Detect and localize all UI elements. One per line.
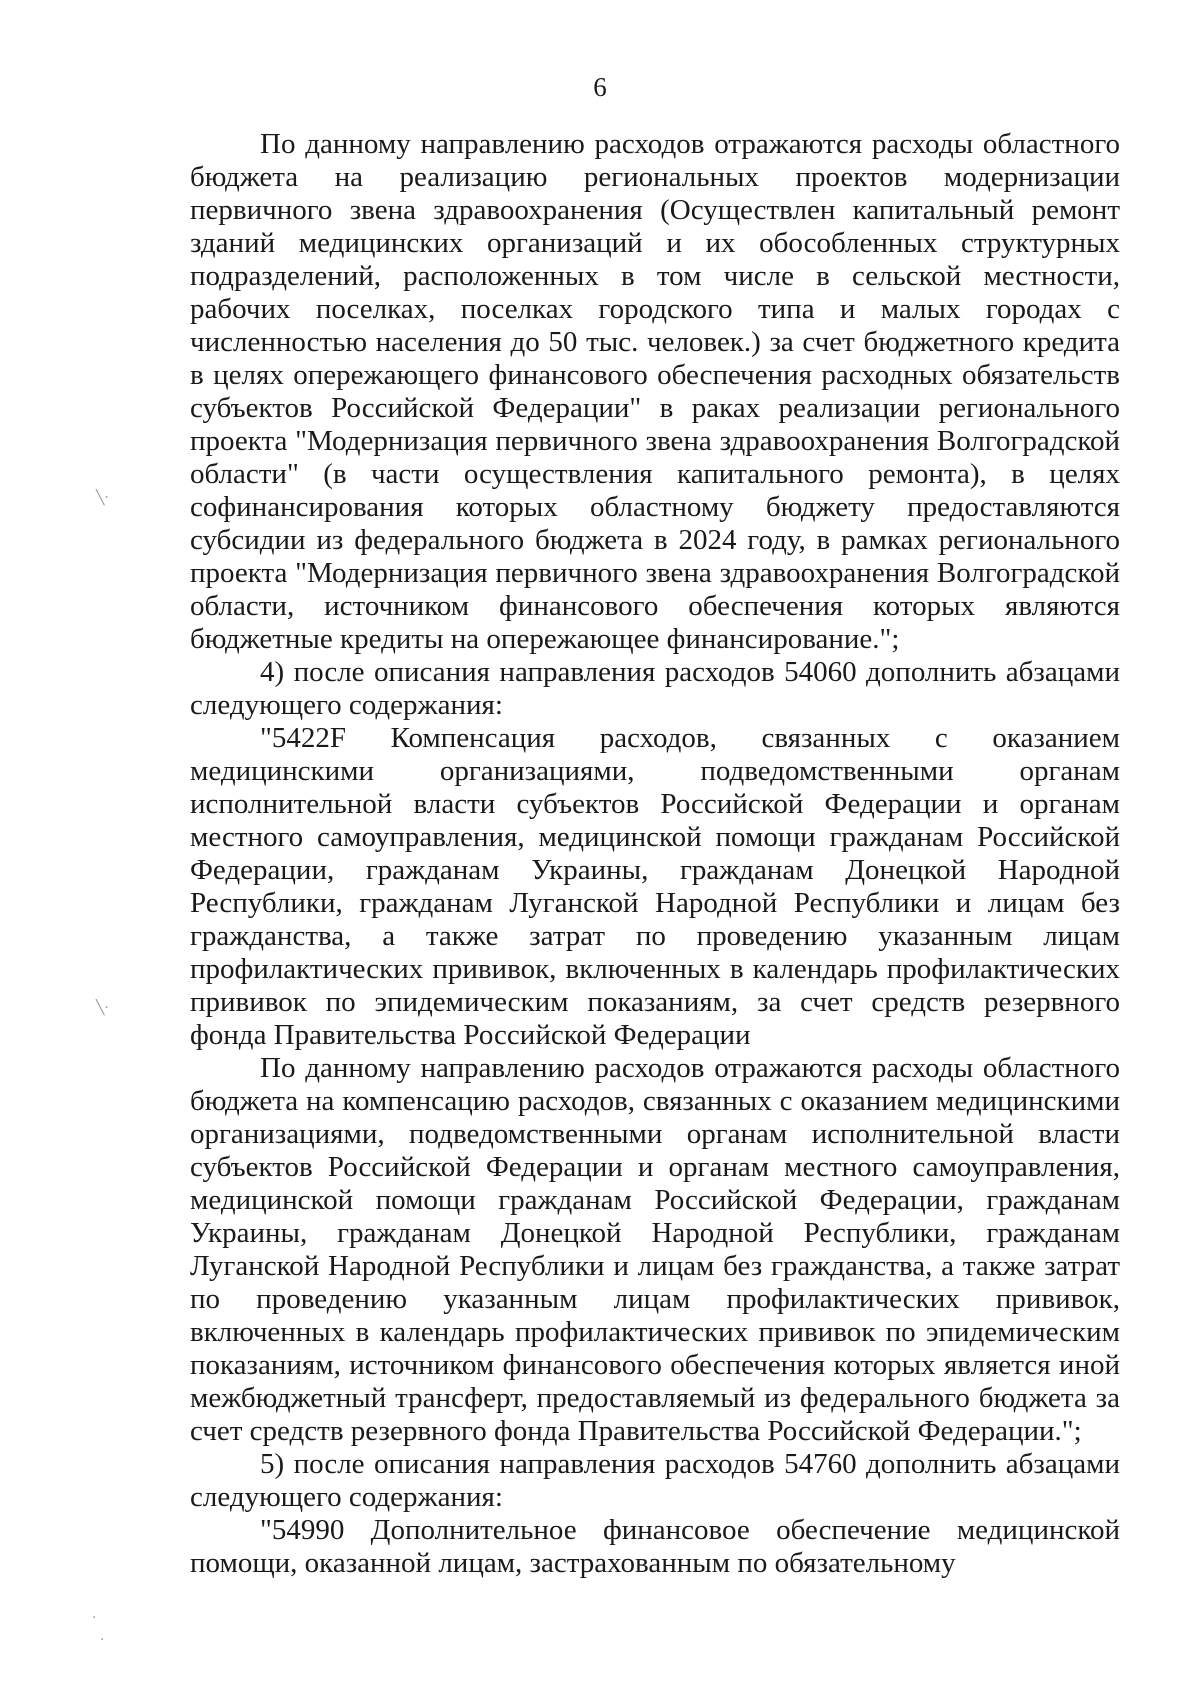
paragraph-code-54990: "54990 Дополнительное финансовое обеспечение медицинской помощи, оказанной лицам, застрахованным по обязательному — [190, 1514, 1120, 1579]
paragraph-code-5422F: "5422F Компенсация расходов, связанных с оказанием медицинскими организациями, подведомственными органам исполнительной власти субъектов Российской Федерации и органам местного самоуправления, медицинской помощи гражданам Российской Федерации, гражданам Украины, гражданам Донецкой Народной Республики, гражданам Луганской Народной Республики и лицам без гражданства, а также затрат по проведению указанным лицам профилактических прививок, включенных в календарь профилактических прививок по эпидемическим показаниям, за счет средств резервного фонда Правительства Российской Федерации — [190, 722, 1120, 1051]
paragraph-item-4-intro: 4) после описания направления расходов 54060 дополнить абзацами следующего содержания: — [190, 656, 1120, 721]
scan-mark: ╲· — [96, 1000, 109, 1016]
paragraph-item-5-intro: 5) после описания направления расходов 54760 дополнить абзацами следующего содержания: — [190, 1448, 1120, 1513]
scan-mark: · — [92, 1610, 97, 1626]
scan-mark: ╲· — [96, 490, 109, 506]
document-body — [190, 128, 1120, 1580]
paragraph-regional-projects-description: По данному направлению расходов отражаются расходы областного бюджета на реализацию региональных проектов модернизации первичного звена здравоохранения (Осуществлен капитальный ремонт зданий медицинских организаций и их обособленных структурных подразделений, расположенных в том числе в сельской местности, рабочих поселках, поселках городского типа и малых городах с численностью населения до 50 тыс. человек.) за счет бюджетного кредита в целях опережающего финансового обеспечения расходных обязательств субъектов Российской Федерации" в раках реализации регионального проекта "Модернизация первичного звена здравоохранения Волгоградской области" (в части осуществления капитального ремонта), в целях софинансирования которых областному бюджету предоставляются субсидии из федерального бюджета в 2024 году, в рамках регионального проекта "Модернизация первичного звена здравоохранения Волгоградской области, источником финансового обеспечения которых являются бюджетные кредиты на опережающее финансирование."; — [190, 128, 1120, 655]
page-number: 6 — [593, 72, 607, 102]
scan-mark: · — [100, 1632, 105, 1648]
paragraph-5422F-description: По данному направлению расходов отражаются расходы областного бюджета на компенсацию расходов, связанных с оказанием медицинскими организациями, подведомственными органам исполнительной власти субъектов Российской Федерации и органам местного самоуправления, медицинской помощи гражданам Российской Федерации, гражданам Украины, гражданам Донецкой Народной Республики, гражданам Луганской Народной Республики и лицам без гражданства, а также затрат по проведению указанным лицам профилактических прививок, включенных в календарь профилактических прививок по эпидемическим показаниям, источником финансового обеспечения которых является иной межбюджетный трансферт, предоставляемый из федерального бюджета за счет средств резервного фонда Правительства Российской Федерации."; — [190, 1052, 1120, 1447]
